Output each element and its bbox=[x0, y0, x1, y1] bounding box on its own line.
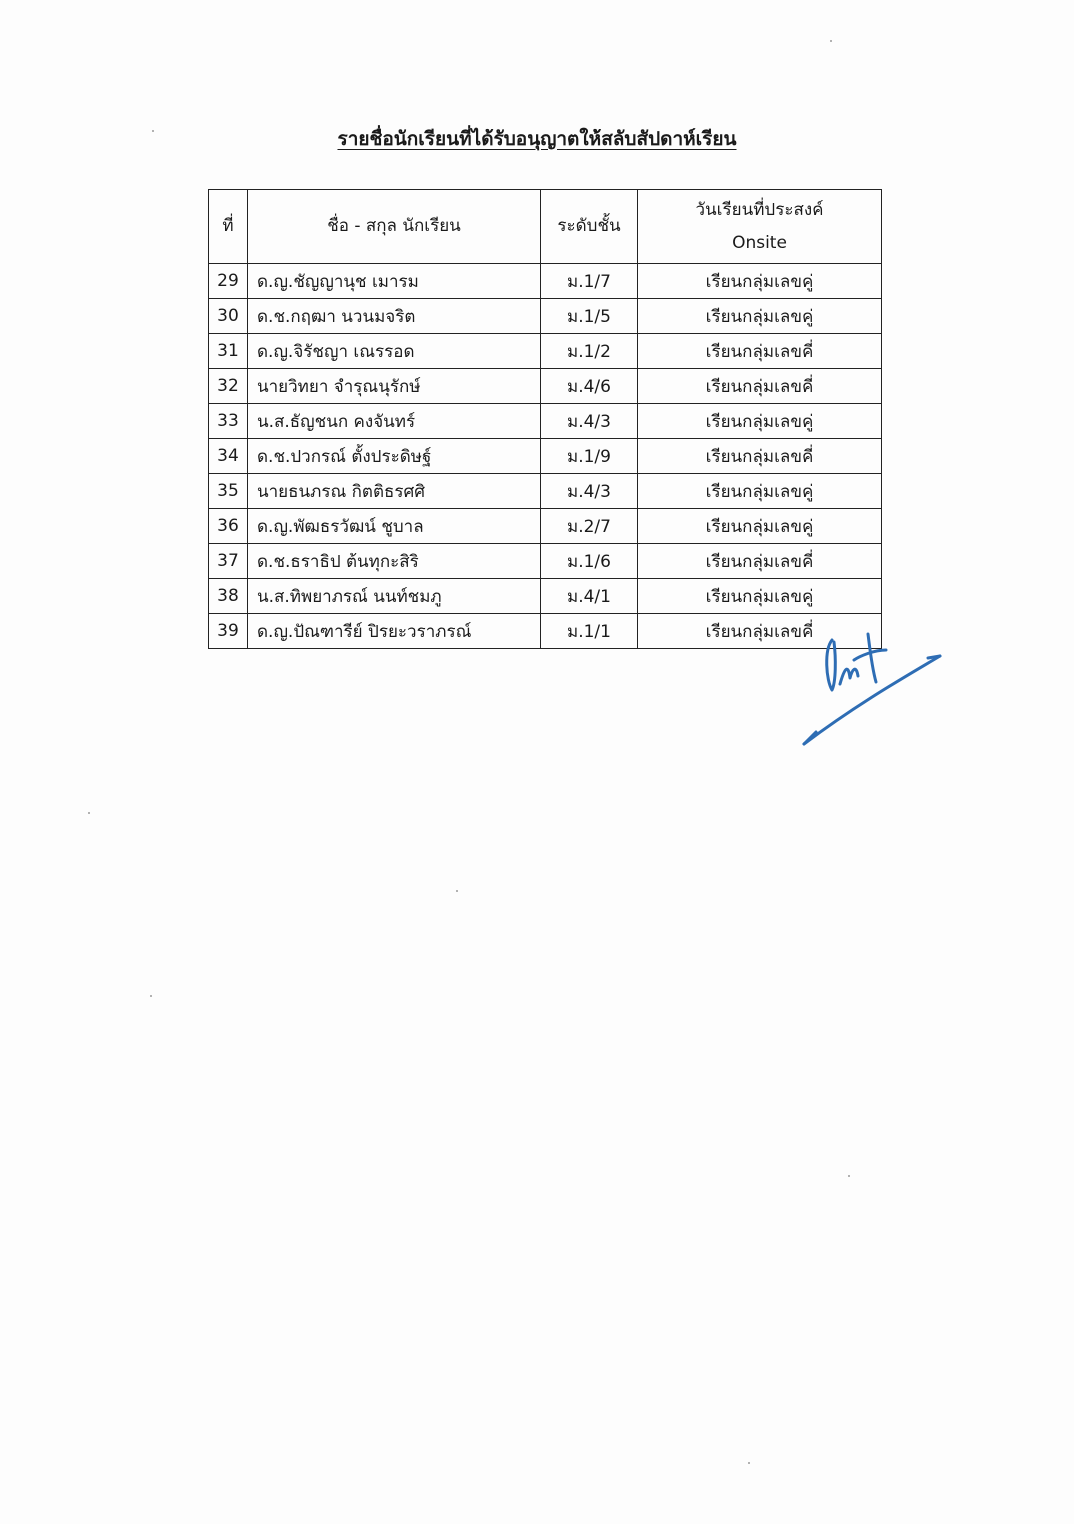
header-grade: ระดับชั้น bbox=[541, 190, 638, 264]
cell-grade: ม.1/9 bbox=[541, 439, 638, 474]
scan-speck bbox=[848, 1175, 850, 1177]
scan-speck bbox=[150, 995, 152, 997]
table-row bbox=[209, 299, 882, 334]
cell-name: ด.ญ.พัฒธรวัฒน์ ชูบาล bbox=[248, 509, 541, 544]
header-day bbox=[638, 190, 882, 264]
cell-no: 33 bbox=[209, 404, 248, 439]
scan-speck bbox=[88, 812, 90, 814]
header-no: ที่ bbox=[209, 190, 248, 264]
header-name: ชื่อ - สกุล นักเรียน bbox=[248, 190, 541, 264]
table-row bbox=[209, 264, 882, 299]
cell-day: เรียนกลุ่มเลขคู่ bbox=[638, 579, 882, 614]
cell-day: เรียนกลุ่มเลขคู่ bbox=[638, 509, 882, 544]
cell-day: เรียนกลุ่มเลขคู่ bbox=[638, 474, 882, 509]
cell-name: ด.ญ.ชัญญานุช เมารม bbox=[248, 264, 541, 299]
cell-name: ด.ช.ปวกรณ์ ตั้งประดิษฐ์ bbox=[248, 439, 541, 474]
cell-name: นายธนภรณ กิตติธรศศิ bbox=[248, 474, 541, 509]
cell-name: ด.ญ.ปัณฑารีย์ ปิรยะวราภรณ์ bbox=[248, 614, 541, 649]
cell-grade: ม.1/7 bbox=[541, 264, 638, 299]
cell-day: เรียนกลุ่มเลขคู่ bbox=[638, 264, 882, 299]
cell-day: เรียนกลุ่มเลขคี่ bbox=[638, 439, 882, 474]
cell-name: ด.ช.กฤฒา นวนมจริต bbox=[248, 299, 541, 334]
cell-grade: ม.1/1 bbox=[541, 614, 638, 649]
cell-name: ด.ญ.จิรัชญา เณรรอด bbox=[248, 334, 541, 369]
cell-no: 30 bbox=[209, 299, 248, 334]
table-row bbox=[209, 474, 882, 509]
table-row bbox=[209, 404, 882, 439]
cell-name: ด.ช.ธราธิป ต้นทุกะสิริ bbox=[248, 544, 541, 579]
cell-no: 39 bbox=[209, 614, 248, 649]
table-header-row bbox=[209, 190, 882, 264]
cell-no: 37 bbox=[209, 544, 248, 579]
cell-day: เรียนกลุ่มเลขคี่ bbox=[638, 544, 882, 579]
header-day-line2: Onsite bbox=[732, 232, 787, 253]
cell-day: เรียนกลุ่มเลขคี่ bbox=[638, 334, 882, 369]
table-row bbox=[209, 544, 882, 579]
cell-no: 35 bbox=[209, 474, 248, 509]
table-row bbox=[209, 579, 882, 614]
cell-no: 32 bbox=[209, 369, 248, 404]
scan-speck bbox=[456, 890, 458, 892]
cell-no: 36 bbox=[209, 509, 248, 544]
cell-day: เรียนกลุ่มเลขคู่ bbox=[638, 404, 882, 439]
cell-grade: ม.4/3 bbox=[541, 404, 638, 439]
student-table bbox=[208, 189, 882, 649]
document-title: รายชื่อนักเรียนที่ได้รับอนุญาตให้สลับสัปดาห์เรียน bbox=[337, 128, 737, 150]
cell-grade: ม.4/3 bbox=[541, 474, 638, 509]
cell-no: 38 bbox=[209, 579, 248, 614]
scan-speck bbox=[152, 130, 154, 132]
scan-speck bbox=[830, 40, 832, 42]
table-row bbox=[209, 334, 882, 369]
cell-name: นายวิทยา จำรุณนุรักษ์ bbox=[248, 369, 541, 404]
header-day-line1: วันเรียนที่ประสงค์ bbox=[695, 200, 824, 221]
cell-grade: ม.4/6 bbox=[541, 369, 638, 404]
scan-speck bbox=[748, 1462, 750, 1464]
handwritten-signature bbox=[790, 620, 950, 750]
table-row bbox=[209, 509, 882, 544]
table-row bbox=[209, 369, 882, 404]
cell-grade: ม.2/7 bbox=[541, 509, 638, 544]
cell-no: 31 bbox=[209, 334, 248, 369]
cell-name: น.ส.ธัญชนก คงจันทร์ bbox=[248, 404, 541, 439]
table-row bbox=[209, 439, 882, 474]
cell-no: 34 bbox=[209, 439, 248, 474]
cell-day: เรียนกลุ่มเลขคี่ bbox=[638, 369, 882, 404]
cell-grade: ม.1/5 bbox=[541, 299, 638, 334]
cell-grade: ม.1/2 bbox=[541, 334, 638, 369]
cell-day: เรียนกลุ่มเลขคู่ bbox=[638, 299, 882, 334]
cell-name: น.ส.ทิพยาภรณ์ นนท์ชมภู bbox=[248, 579, 541, 614]
cell-no: 29 bbox=[209, 264, 248, 299]
table-row bbox=[209, 614, 882, 649]
cell-day: เรียนกลุ่มเลขคี่ bbox=[638, 614, 882, 649]
cell-grade: ม.1/6 bbox=[541, 544, 638, 579]
cell-grade: ม.4/1 bbox=[541, 579, 638, 614]
